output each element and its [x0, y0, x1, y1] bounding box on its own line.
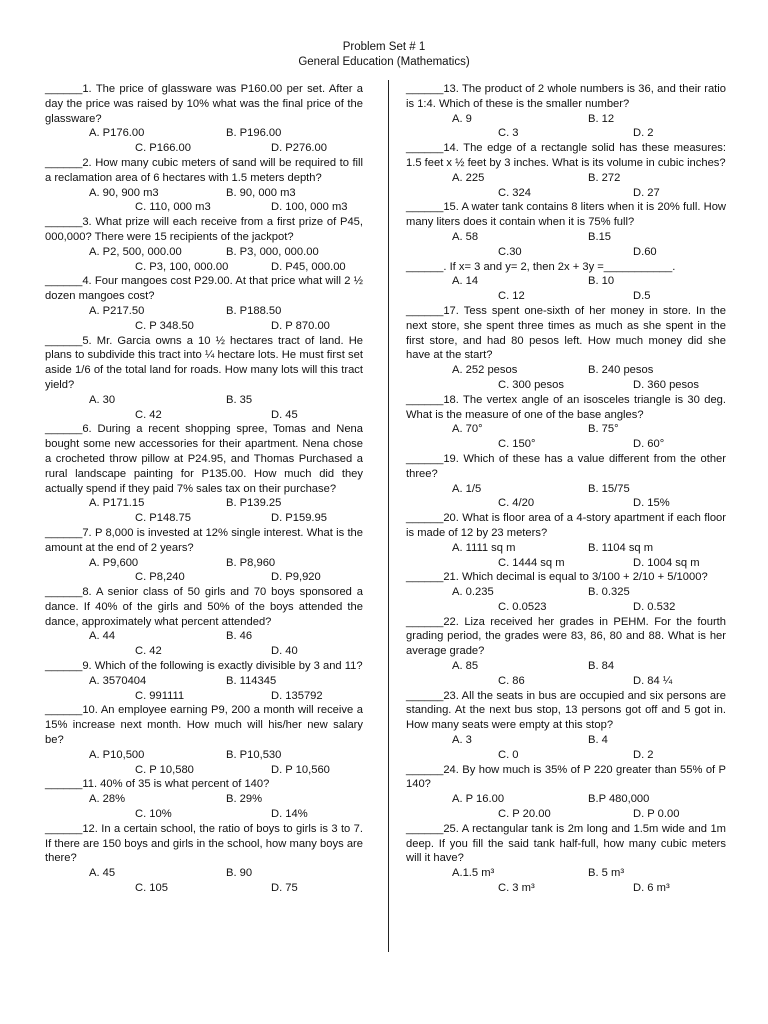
question-text: [45, 526, 363, 556]
option-row: [45, 748, 363, 763]
option-a: A. 9: [452, 112, 472, 125]
option-a: A.1.5 m³: [452, 867, 495, 880]
question-text: [45, 659, 363, 674]
option-row: [406, 541, 726, 556]
option-b: B. 90, 000 m3: [226, 186, 296, 199]
option-row: [406, 363, 726, 378]
option-c: C. 324: [498, 186, 531, 199]
option-row: [45, 393, 363, 408]
option-b: B. 15/75: [588, 482, 630, 495]
option-d: D. 6 m³: [633, 882, 670, 895]
option-c: C. P 10,580: [135, 763, 194, 776]
option-b: B. P10,530: [226, 748, 282, 761]
question-prompt: An employee earning P9, 200 a month will receive a 15% increase next month. How much will his/her new salary be?: [45, 704, 363, 747]
option-row: [406, 807, 726, 822]
question-item: [406, 822, 726, 896]
question-text: [406, 763, 726, 793]
option-c: C. P8,240: [135, 571, 185, 584]
option-b: B. 10: [588, 275, 615, 288]
option-row: [45, 141, 363, 156]
option-d: D. 14%: [271, 808, 308, 821]
question-item: [406, 141, 726, 200]
question-prompt: The price of glassware was P160.00 per set. After a day the price was raised by 10% what was the final price of the glassware?: [45, 83, 364, 125]
question-text: [45, 422, 363, 496]
option-a: A. 0.235: [452, 586, 494, 599]
option-row: [406, 126, 726, 141]
question-text: [45, 585, 363, 629]
question-text: [406, 511, 726, 541]
option-row: [406, 171, 726, 186]
option-a: A. P2, 500, 000.00: [89, 245, 182, 258]
question-number: ______17.: [406, 304, 459, 317]
option-b: B. 240 pesos: [588, 364, 654, 377]
question-prompt: What is floor area of a 4-story apartment if each floor is made of 12 by 23 meters?: [406, 512, 726, 539]
question-text: [45, 777, 363, 792]
question-number: ______6.: [45, 423, 92, 436]
option-row: [406, 556, 726, 571]
option-b: B. 272: [588, 171, 621, 184]
option-b: B. P139.25: [226, 497, 282, 510]
question-text: [406, 304, 726, 363]
option-c: C. 42: [135, 408, 162, 421]
question-text: [406, 570, 726, 585]
option-b: B. 4: [588, 734, 608, 747]
option-row: [45, 881, 363, 896]
option-c: C. 0.0523: [498, 600, 547, 613]
option-c: C. P148.75: [135, 512, 191, 525]
option-a: A. 30: [89, 393, 116, 406]
option-row: [406, 733, 726, 748]
question-number: ______3.: [45, 216, 92, 229]
question-item: [45, 334, 363, 423]
option-b: B. 0.325: [588, 586, 630, 599]
option-c: C. 42: [135, 645, 162, 658]
option-a: A. 85: [452, 660, 479, 673]
question-item: [406, 304, 726, 393]
question-number: ______13.: [406, 83, 459, 95]
question-prompt: P 8,000 is invested at 12% single interest. What is the amount at the end of 2 years?: [45, 526, 364, 554]
question-number: ______11.: [45, 778, 98, 791]
question-text: [406, 452, 726, 482]
option-c: C. 10%: [135, 808, 172, 821]
option-b: B. 114345: [226, 674, 277, 687]
question-number: ______8.: [45, 586, 92, 599]
question-prompt: All the seats in bus are occupied and six persons are standing. At the next bus stop, 13 persons got off and 5 got in. How many seats were empty at this stop?: [406, 689, 726, 732]
left-column: [45, 82, 363, 896]
option-d: D. 15%: [633, 497, 670, 510]
question-prompt: The product of 2 whole numbers is 36, and their ratio is 1:4. Which of these is the smaller number?: [406, 83, 726, 110]
right-column: [406, 82, 726, 896]
question-prompt: Liza received her grades in PEHM. For the fourth grading period, the grades were 83, 86, 80 and 88. What is her average grade?: [406, 615, 727, 658]
question-number: ______2.: [45, 156, 92, 169]
question-number: ______14.: [406, 142, 459, 155]
option-row: [45, 496, 363, 511]
question-item: [406, 82, 726, 141]
question-prompt: 40% of 35 is what percent of 140?: [100, 778, 270, 791]
option-row: [45, 689, 363, 704]
option-c: C. 3 m³: [498, 882, 535, 895]
option-c: C. 1444 sq m: [498, 556, 565, 569]
option-a: A. 14: [452, 275, 479, 288]
option-c: C. 300 pesos: [498, 378, 564, 391]
option-c: C. 105: [135, 882, 168, 895]
option-d: D. 1004 sq m: [633, 556, 700, 569]
option-d: D. P276.00: [271, 142, 327, 155]
option-row: [45, 260, 363, 275]
option-c: C. P166.00: [135, 142, 191, 155]
option-row: [406, 186, 726, 201]
question-number: ______25.: [406, 822, 459, 835]
option-c: C. 110, 000 m3: [135, 201, 211, 214]
option-a: A. 90, 900 m3: [89, 186, 159, 199]
question-number: ______23.: [406, 689, 459, 702]
question-prompt: In a certain school, the ratio of boys to girls is 3 to 7. If there are 150 boys and girls in the school, how many boys are there?: [45, 822, 363, 865]
option-c: C. P 348.50: [135, 319, 194, 332]
question-prompt: Tess spent one-sixth of her money in store. In the next store, she spent three times as much as she spent in the first store, and had 80 pesos left. How much money did she have at the start?: [406, 304, 726, 362]
question-number: ______18.: [406, 393, 459, 406]
option-b: B. 90: [226, 867, 253, 880]
question-text: [45, 156, 363, 186]
option-d: D.5: [633, 290, 651, 303]
option-b: B. 1104 sq m: [588, 541, 654, 554]
question-number: ______21.: [406, 571, 459, 584]
question-number: ______22.: [406, 615, 459, 628]
option-row: [406, 482, 726, 497]
option-a: A. 3: [452, 734, 472, 747]
option-row: [406, 437, 726, 452]
option-d: D. 2: [633, 748, 654, 761]
question-text: [406, 200, 726, 230]
option-row: [45, 792, 363, 807]
question-text: [45, 274, 363, 304]
option-row: [406, 378, 726, 393]
option-a: A. 252 pesos: [452, 364, 518, 377]
option-d: D. P45, 000.00: [271, 260, 346, 273]
question-text: [45, 703, 363, 747]
option-a: A. 28%: [89, 793, 126, 806]
option-d: D. 2: [633, 127, 654, 140]
option-d: D. 0.532: [633, 600, 676, 613]
option-b: B. 12: [588, 112, 615, 125]
option-d: D. 60°: [633, 438, 665, 451]
question-number: ______20.: [406, 512, 459, 525]
question-prompt: How many cubic meters of sand will be required to fill a reclamation area of 6 hectares with 1.5 meters depth?: [45, 156, 364, 184]
option-b: B. P196.00: [226, 127, 282, 140]
option-b: B. 29%: [226, 793, 263, 806]
question-item: [45, 585, 363, 659]
option-row: [45, 570, 363, 585]
option-row: [406, 422, 726, 437]
option-row: [406, 245, 726, 260]
option-d: D. 135792: [271, 689, 323, 702]
option-a: A. 225: [452, 171, 485, 184]
option-d: D. 100, 000 m3: [271, 201, 348, 214]
option-c: C. 12: [498, 290, 525, 303]
question-prompt: A water tank contains 8 liters when it is 20% full. How many liters does it contain when it is 75% full?: [406, 201, 726, 229]
option-a: A. 58: [452, 230, 479, 243]
question-text: [45, 215, 363, 245]
question-prompt: The edge of a rectangle solid has these measures: 1.5 feet x ½ feet by 3 inches. What is its volume in cubic inches?: [406, 142, 727, 169]
question-number: ______9.: [45, 660, 92, 673]
option-row: [406, 585, 726, 600]
question-number: ______4.: [45, 275, 92, 288]
option-row: [406, 230, 726, 245]
option-a: A. P10,500: [89, 748, 145, 761]
question-prompt: During a recent shopping spree, Tomas and Nena bought some new accessories for their apartment. Nena chose a crocheted throw pillow at P24.95, and Thomas Purchased a rural landscape painting for P135.00. How much did they actually spend if they paid 7% sales tax on their purchase?: [45, 423, 364, 495]
question-text: [406, 689, 726, 733]
option-row: [406, 748, 726, 763]
option-row: [45, 674, 363, 689]
option-row: [406, 289, 726, 304]
question-number: ______.: [406, 260, 447, 273]
question-text: [406, 822, 726, 866]
option-d: D. P159.95: [271, 512, 327, 525]
option-b: B. 75°: [588, 423, 619, 436]
option-row: [406, 112, 726, 127]
question-item: [406, 615, 726, 689]
question-text: [406, 393, 726, 423]
option-a: A. P217.50: [89, 304, 145, 317]
option-d: D.60: [633, 245, 657, 258]
question-prompt: Four mangoes cost P29.00. At that price what will 2 ½ dozen mangoes cost?: [45, 275, 364, 303]
option-row: [45, 511, 363, 526]
option-d: D. 27: [633, 186, 660, 199]
option-row: [45, 200, 363, 215]
option-row: [45, 186, 363, 201]
question-number: ______24.: [406, 763, 459, 776]
option-row: [406, 674, 726, 689]
question-item: [45, 215, 363, 274]
option-c: C. 4/20: [498, 497, 535, 510]
question-prompt: A rectangular tank is 2m long and 1.5m wide and 1m deep. If you fill the said tank half-full, how many cubic meters will it have?: [406, 822, 726, 865]
option-row: [406, 274, 726, 289]
question-item: [406, 511, 726, 570]
option-b: B.P 480,000: [588, 793, 650, 806]
option-row: [406, 600, 726, 615]
option-a: A. 1111 sq m: [452, 541, 516, 554]
question-text: [406, 141, 726, 171]
option-row: [45, 408, 363, 423]
question-prompt: What prize will each receive from a first prize of P45, 000,000? There were 15 recipients of the jackpot?: [45, 216, 364, 243]
option-a: A. P 16.00: [452, 793, 505, 806]
question-number: ______7.: [45, 526, 92, 539]
option-d: D. P 0.00: [633, 808, 680, 821]
question-text: [45, 822, 363, 866]
question-item: [406, 570, 726, 614]
question-prompt: Which of the following is exactly divisible by 3 and 11?: [94, 660, 363, 673]
option-a: A. 70°: [452, 423, 483, 436]
option-a: A. 45: [89, 867, 116, 880]
question-item: [45, 156, 363, 215]
question-number: ______5.: [45, 334, 92, 347]
question-item: [406, 689, 726, 763]
option-d: D. 75: [271, 882, 298, 895]
option-a: A. P9,600: [89, 556, 139, 569]
option-b: B. P3, 000, 000.00: [226, 245, 319, 258]
option-row: [45, 807, 363, 822]
option-row: [45, 866, 363, 881]
option-row: [45, 644, 363, 659]
option-d: D. 40: [271, 645, 298, 658]
question-item: [45, 703, 363, 777]
option-c: C. P 20.00: [498, 808, 551, 821]
question-item: [406, 393, 726, 452]
option-row: [45, 556, 363, 571]
option-d: D. 45: [271, 408, 298, 421]
option-a: A. P171.15: [89, 497, 145, 510]
question-item: [406, 452, 726, 511]
question-prompt: Which of these has a value different from the other three?: [406, 452, 726, 480]
question-prompt: If x= 3 and y= 2, then 2x + 3y =___________.: [449, 260, 676, 273]
option-d: D. 84 ¼: [633, 674, 673, 687]
option-c: C. 86: [498, 674, 525, 687]
question-item: [406, 763, 726, 822]
question-number: ______10.: [45, 704, 98, 717]
option-c: C. 150°: [498, 438, 536, 451]
question-text: [406, 82, 726, 112]
question-prompt: A senior class of 50 girls and 70 boys sponsored a dance. If 40% of the girls and 50% of the boys attended the dance, approximately what percent attended?: [45, 586, 363, 628]
question-item: [45, 422, 363, 526]
question-text: [45, 334, 363, 393]
option-row: [45, 629, 363, 644]
option-row: [406, 881, 726, 896]
question-number: ______12.: [45, 822, 98, 835]
document-title: Problem Set # 1: [342, 41, 426, 53]
option-b: B. 84: [588, 660, 615, 673]
option-d: D. 360 pesos: [633, 378, 699, 391]
document-subtitle: General Education (Mathematics): [298, 56, 470, 68]
option-a: A. 3570404: [89, 674, 147, 687]
option-b: B. P8,960: [226, 556, 276, 569]
question-number: ______19.: [406, 452, 459, 465]
option-c: C. 3: [498, 127, 519, 140]
question-item: [45, 274, 363, 333]
option-b: B.15: [588, 230, 612, 243]
option-d: D. P 10,560: [271, 763, 330, 776]
question-number: ______15.: [406, 201, 459, 214]
option-row: [406, 659, 726, 674]
option-row: [45, 245, 363, 260]
option-row: [406, 496, 726, 511]
option-a: A. P176.00: [89, 127, 145, 140]
option-a: A. 1/5: [452, 482, 482, 495]
option-c: C. 0: [498, 748, 519, 761]
option-c: C.30: [498, 245, 522, 258]
question-item: [45, 82, 363, 156]
question-item: [45, 659, 363, 703]
question-prompt: The vertex angle of an isosceles triangle is 30 deg. What is the measure of one of the base angles?: [406, 393, 726, 421]
option-a: A. 44: [89, 630, 116, 643]
question-prompt: By how much is 35% of P 220 greater than 55% of P 140?: [406, 763, 726, 791]
option-row: [406, 866, 726, 881]
document-header: [0, 40, 768, 70]
question-text: [406, 260, 726, 275]
option-row: [45, 763, 363, 778]
question-prompt: Mr. Garcia owns a 10 ½ hectares tract of land. He plans to subdivide this tract into ¼ hectare lots. He must first set aside 1/6 of the total land for roads. How many lots will this tract yield?: [45, 334, 363, 391]
option-b: B. 35: [226, 393, 253, 406]
option-row: [406, 792, 726, 807]
question-number: ______1.: [45, 83, 92, 95]
option-b: B. 5 m³: [588, 867, 625, 880]
question-text: [406, 615, 726, 659]
option-d: D. P 870.00: [271, 319, 330, 332]
question-item: [406, 200, 726, 259]
option-c: C. 991111: [135, 689, 185, 702]
question-item: [45, 822, 363, 896]
option-row: [45, 126, 363, 141]
option-d: D. P9,920: [271, 571, 321, 584]
option-row: [45, 304, 363, 319]
question-item: [406, 260, 726, 304]
question-item: [45, 526, 363, 585]
option-row: [45, 319, 363, 334]
question-text: [45, 82, 363, 126]
option-b: B. P188.50: [226, 304, 282, 317]
column-divider: [388, 80, 389, 952]
question-item: [45, 777, 363, 821]
option-b: B. 46: [226, 630, 253, 643]
question-prompt: Which decimal is equal to 3/100 + 2/10 + 5/1000?: [462, 571, 708, 584]
option-c: C. P3, 100, 000.00: [135, 260, 229, 273]
